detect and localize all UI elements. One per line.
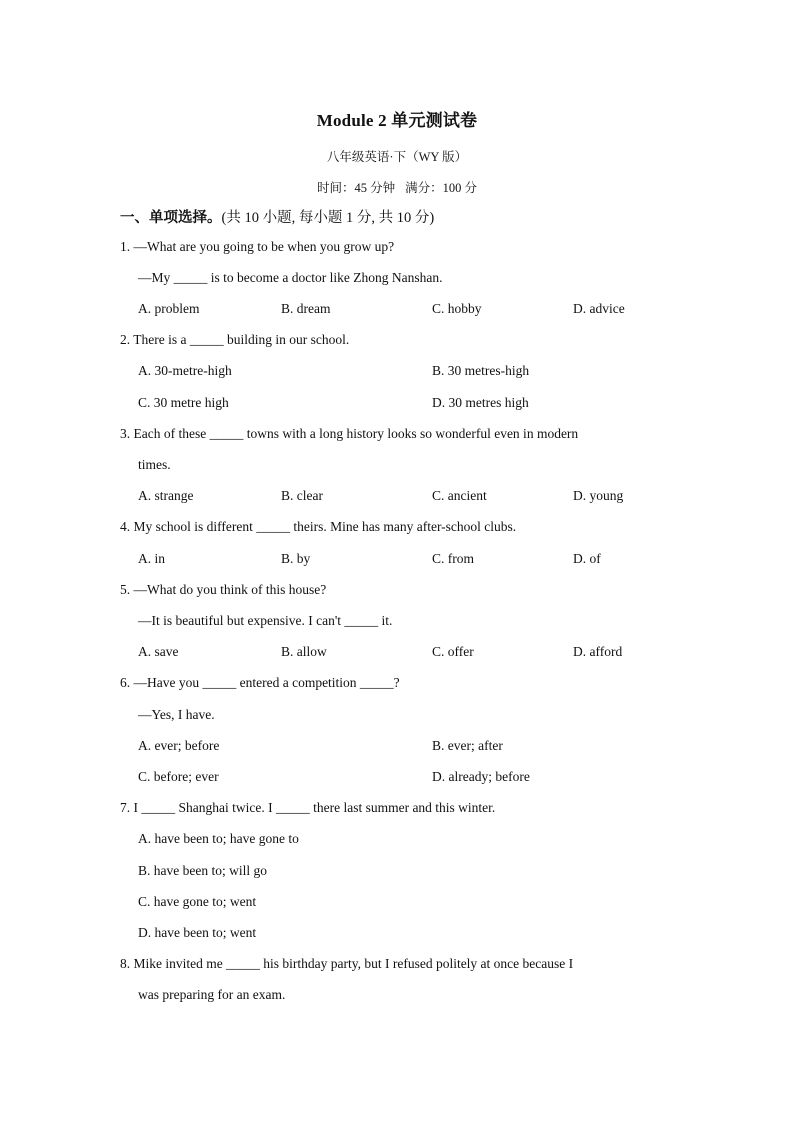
question-6-answer-line: —Yes, I have. <box>138 707 215 722</box>
question-1-option-a: A. problem <box>138 301 200 316</box>
section-heading-detail: (共 10 小题, 每小题 1 分, 共 10 分) <box>221 210 435 226</box>
question-4-option-d: D. of <box>573 551 601 566</box>
question-1-option-d: D. advice <box>573 301 625 316</box>
question-6-option-b: B. ever; after <box>432 738 503 753</box>
section-heading <box>120 206 434 227</box>
question-5-option-c: C. offer <box>432 644 474 659</box>
question-3-option-c: C. ancient <box>432 488 487 503</box>
question-6-option-c: C. before; ever <box>138 769 219 784</box>
question-3-option-a: A. strange <box>138 488 194 503</box>
question-7-option-a: A. have been to; have gone to <box>138 831 299 846</box>
question-7-option-d: D. have been to; went <box>138 925 257 940</box>
question-3-stem-continued: times. <box>138 457 171 472</box>
question-5-option-d: D. afford <box>573 644 623 659</box>
time-limit: 时间：45 分钟 <box>316 181 396 195</box>
question-8-stem: 8. Mike invited me _____ his birthday party, but I refused politely at once because I <box>120 956 574 971</box>
full-score: 满分：100 分 <box>405 181 478 195</box>
question-1-option-c: C. hobby <box>432 301 482 316</box>
question-3-stem: 3. Each of these _____ towns with a long history looks so wonderful even in modern <box>120 426 579 441</box>
question-2-option-a: A. 30-metre-high <box>138 363 232 378</box>
question-4-option-a: A. in <box>138 551 165 566</box>
question-5-option-a: A. save <box>138 644 179 659</box>
question-2-option-d: D. 30 metres high <box>432 395 529 410</box>
grade-subtitle: 八年级英语·下（WY 版） <box>326 150 468 164</box>
question-5-option-b: B. allow <box>281 644 327 659</box>
section-heading-label: 一、单项选择。 <box>120 210 222 226</box>
question-1-stem: 1. —What are you going to be when you grow up? <box>120 239 395 254</box>
question-7-option-c: C. have gone to; went <box>138 894 257 909</box>
question-6-option-d: D. already; before <box>432 769 530 784</box>
question-3-option-d: D. young <box>573 488 624 503</box>
question-2-option-c: C. 30 metre high <box>138 395 229 410</box>
question-7-option-b: B. have been to; will go <box>138 863 267 878</box>
question-6-option-a: A. ever; before <box>138 738 220 753</box>
page-title: Module 2 单元测试卷 <box>316 111 478 130</box>
question-5-answer-line: —It is beautiful but expensive. I can't _____ it. <box>138 613 393 628</box>
question-1-answer-line: —My _____ is to become a doctor like Zhong Nanshan. <box>138 270 443 285</box>
question-2-option-b: B. 30 metres-high <box>432 363 530 378</box>
question-4-option-c: C. from <box>432 551 474 566</box>
question-5-stem: 5. —What do you think of this house? <box>120 582 327 597</box>
question-6-stem: 6. —Have you _____ entered a competition _____? <box>120 675 400 690</box>
question-4-option-b: B. by <box>281 551 311 566</box>
question-8-stem-continued: was preparing for an exam. <box>138 987 286 1002</box>
question-3-option-b: B. clear <box>281 488 323 503</box>
question-7-stem: 7. I _____ Shanghai twice. I _____ there last summer and this winter. <box>120 800 496 815</box>
question-2-stem: 2. There is a _____ building in our school. <box>120 332 350 347</box>
time-score-line <box>0 178 794 196</box>
question-4-stem: 4. My school is different _____ theirs. Mine has many after-school clubs. <box>120 519 517 534</box>
question-1-option-b: B. dream <box>281 301 331 316</box>
